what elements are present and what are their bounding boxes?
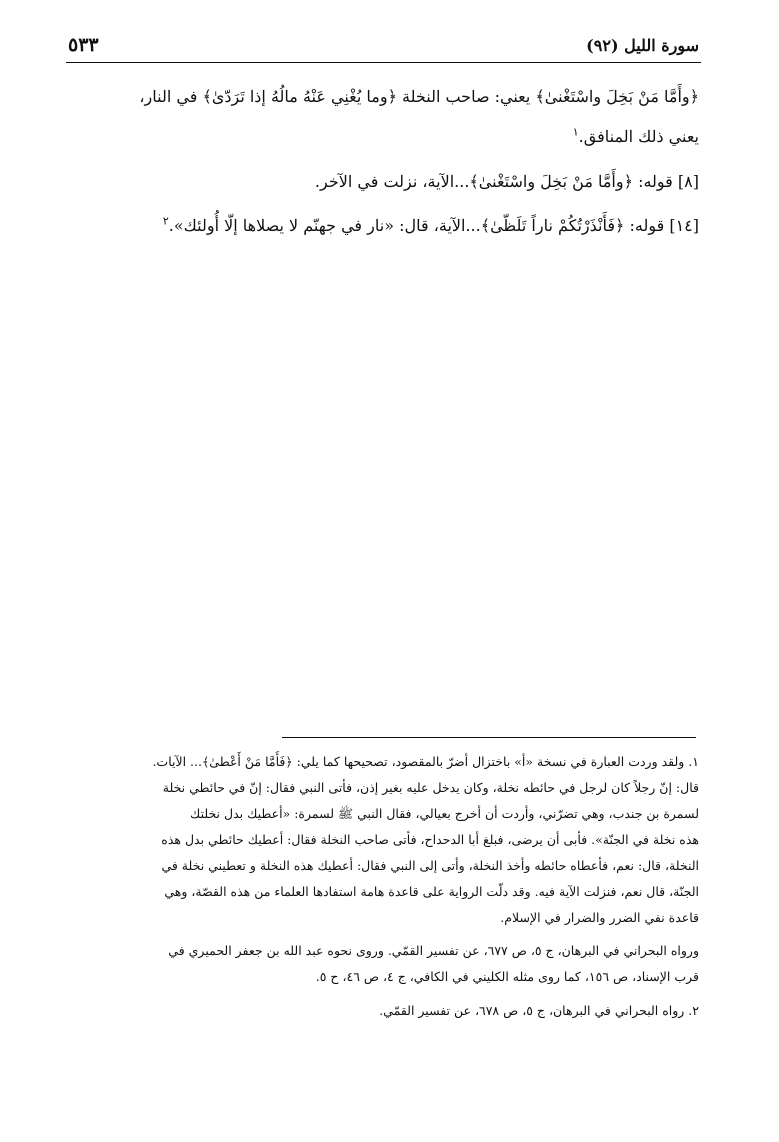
- footnote-1-line-8: ورواه البحراني في البرهان، ج ٥، ص ٦٧٧، عن تفسير القمّي. وروى نحوه عبد الله بن جعفر الحميري في: [168, 943, 699, 958]
- footnote-1-line-2: قال: إنّ رجلاً كان لرجل في حائطه نخلة، وكان يدخل عليه بغير إذن، فأتى النبي فقال: إنّ في حائطي نخلة: [162, 780, 699, 795]
- footnote-1-line-7: قاعدة نفي الضرر والضرار في الإسلام.: [500, 910, 699, 925]
- footnote-2: ٢. رواه البحراني في البرهان، ج ٥، ص ٦٧٨، عن تفسير القمّي.: [379, 1003, 699, 1018]
- footnote-1-line-3: لسمرة بن جندب، وهي تضرّني، وأردت أن أخرج بعيالي، فقال النبي ﷺ لسمرة: «أعطيك بدل نخلتك: [190, 806, 699, 821]
- body-line-4-text: [١٤] قوله: ﴿فَأَنْذَرْتُكُمْ ناراً تَلَظّىٰ﴾...الآية، قال: «نار في جهنّم لا يصلاها إلّا أُولئك».: [168, 216, 699, 235]
- footnote-1-line-4: هذه نخلة في الجنّة». فأبى أن يرضى، فبلغ أبا الدحداح، فأتى صاحب النخلة فقال: أعطيك حائطي بدل هذه: [161, 832, 699, 847]
- footnote-1-line-9: قرب الإسناد، ص ١٥٦، كما روى مثله الكليني في الكافي، ج ٤، ص ٤٦، ح ٥.: [315, 969, 699, 984]
- running-header-surah: سورة الليل (٩٢): [586, 36, 699, 55]
- page-number: ٥٣٣: [68, 34, 99, 56]
- footnote-ref-1: ١: [572, 125, 579, 139]
- body-line-1: ﴿وأَمَّا مَنْ بَخِلَ واسْتَغْنىٰ﴾ يعني: صاحب النخلة ﴿وما يُغْنِي عَنْهُ مالُهُ إذا تَرَدّىٰ﴾ في النار،: [139, 87, 699, 106]
- footnote-1-line-5: النخلة، قال: نعم، فأعطاه حائطه وأخذ النخلة، وأتى إلى النبي فقال: أعطيك هذه النخلة و تعطيني نخلة في: [161, 858, 699, 873]
- body-line-4: [69, 206, 699, 245]
- body-line-2: [69, 117, 699, 156]
- header-rule: [66, 62, 701, 63]
- body-line-2-text: يعني ذلك المنافق.: [578, 127, 699, 146]
- footnote-separator: [282, 737, 696, 738]
- body-line-3: [٨] قوله: ﴿وأَمَّا مَنْ بَخِلَ واسْتَغْنىٰ﴾...الآية، نزلت في الآخر.: [314, 172, 699, 191]
- footnote-1-line-1: ١. ولقد وردت العبارة في نسخة «أ» باختزال أضرّ بالمقصود، تصحيحها كما يلي: ﴿فَأَمَّا مَنْ أَعْطىٰ﴾... الآيات.: [152, 754, 699, 769]
- footnote-1-line-6: الجنّة، قال نعم، فنزلت الآية فيه. وقد دلّت الرواية على قاعدة هامة استفادها العلماء من هذه القصّة، وهي: [164, 884, 699, 899]
- footnote-ref-2: ٢: [162, 214, 169, 228]
